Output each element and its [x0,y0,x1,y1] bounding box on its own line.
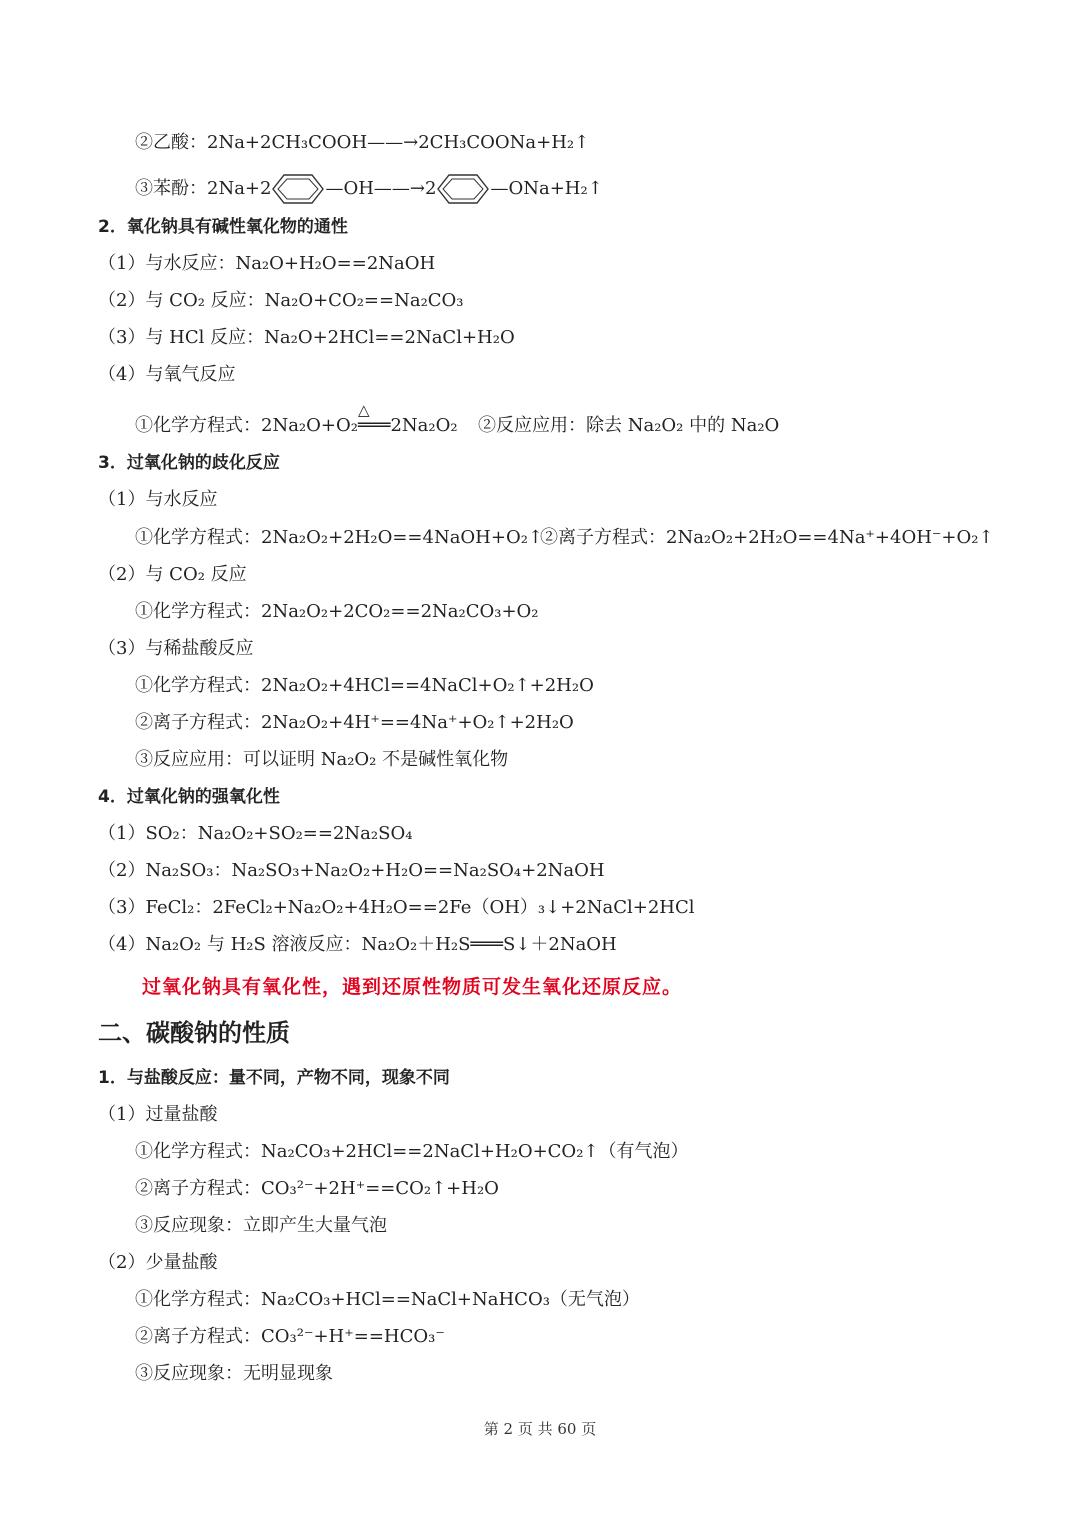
list-item: （3）FeCl₂：2FeCl₂+Na₂O₂+4H₂O==2Fe（OH）₃↓+2NaCl+2HCl [98,897,695,918]
equation-line: ①化学方程式：Na₂CO₃+2HCl==2NaCl+H₂O+CO₂↑（有气泡） [135,1141,689,1162]
list-item: （1）与水反应：Na₂O+H₂O==2NaOH [98,253,436,274]
list-item: （2）Na₂SO₃：Na₂SO₃+Na₂O₂+H₂O==Na₂SO₄+2NaOH [98,860,605,881]
list-item: （3）与 HCl 反应：Na₂O+2HCl==2NaCl+H₂O [98,327,515,348]
list-item: （4）与氧气反应 [98,364,236,385]
list-item: （2）与 CO₂ 反应 [98,564,247,585]
phenol-line [135,173,603,205]
ion-equation-line: ②离子方程式：2Na₂O₂+2H₂O==4Na⁺+4OH⁻+O₂↑ [540,527,994,548]
list-item: （2）少量盐酸 [98,1252,218,1273]
equation-line: ①化学方程式：2Na₂O+O₂═══2Na₂O₂ [135,415,458,436]
equation-line: ①化学方程式：Na₂CO₃+HCl==NaCl+NaHCO₃（无气泡） [135,1289,640,1310]
list-item: （1）与水反应 [98,489,218,510]
ion-equation-line: ②离子方程式：CO₃²⁻+2H⁺==CO₂↑+H₂O [135,1178,499,1199]
benzene-ring-icon [271,173,325,205]
phenol-prefix: ③苯酚：2Na+2 [135,178,272,199]
highlight-note: 过氧化钠具有氧化性，遇到还原性物质可发生氧化还原反应。 [142,976,683,998]
application-line: ②反应应用：除去 Na₂O₂ 中的 Na₂O [478,415,780,436]
page-footer: 第 2 页 共 60 页 [483,1420,597,1438]
list-item: （4）Na₂O₂ 与 H₂S 溶液反应：Na₂O₂＋H₂S═══S↓＋2NaOH [98,934,617,955]
heat-triangle-icon: △ [358,401,370,419]
phenol-suffix: —ONa+H₂↑ [490,178,603,199]
list-item: （2）与 CO₂ 反应：Na₂O+CO₂==Na₂CO₃ [98,290,464,311]
section-heading: 1．与盐酸反应：量不同，产物不同，现象不同 [98,1068,450,1088]
ion-equation-line: ②离子方程式：CO₃²⁻+H⁺==HCO₃⁻ [135,1326,445,1347]
phenol-middle: —OH——→2 [325,178,437,199]
equation-line: ①化学方程式：2Na₂O₂+2CO₂==2Na₂CO₃+O₂ [135,601,539,622]
list-item: （1）SO₂：Na₂O₂+SO₂==2Na₂SO₄ [98,823,413,844]
benzene-ring-icon [436,173,490,205]
ion-equation-line: ②离子方程式：2Na₂O₂+4H⁺==4Na⁺+O₂↑+2H₂O [135,712,574,733]
phenomenon-line: ③反应现象：无明显现象 [135,1363,333,1384]
list-item: （1）过量盐酸 [98,1104,218,1125]
list-item: （3）与稀盐酸反应 [98,638,254,659]
acetic-line: ②乙酸：2Na+2CH₃COOH——→2CH₃COONa+H₂↑ [135,132,590,153]
equation-line: ①化学方程式：2Na₂O₂+4HCl==4NaCl+O₂↑+2H₂O [135,675,594,696]
section-heading: 2．氧化钠具有碱性氧化物的通性 [98,217,348,237]
chapter-heading: 二、碳酸钠的性质 [98,1019,290,1047]
section-heading: 4．过氧化钠的强氧化性 [98,787,280,807]
phenomenon-line: ③反应现象：立即产生大量气泡 [135,1215,387,1236]
section-heading: 3．过氧化钠的歧化反应 [98,453,280,473]
application-line: ③反应应用：可以证明 Na₂O₂ 不是碱性氧化物 [135,749,509,770]
equation-line: ①化学方程式：2Na₂O₂+2H₂O==4NaOH+O₂↑ [135,527,544,548]
